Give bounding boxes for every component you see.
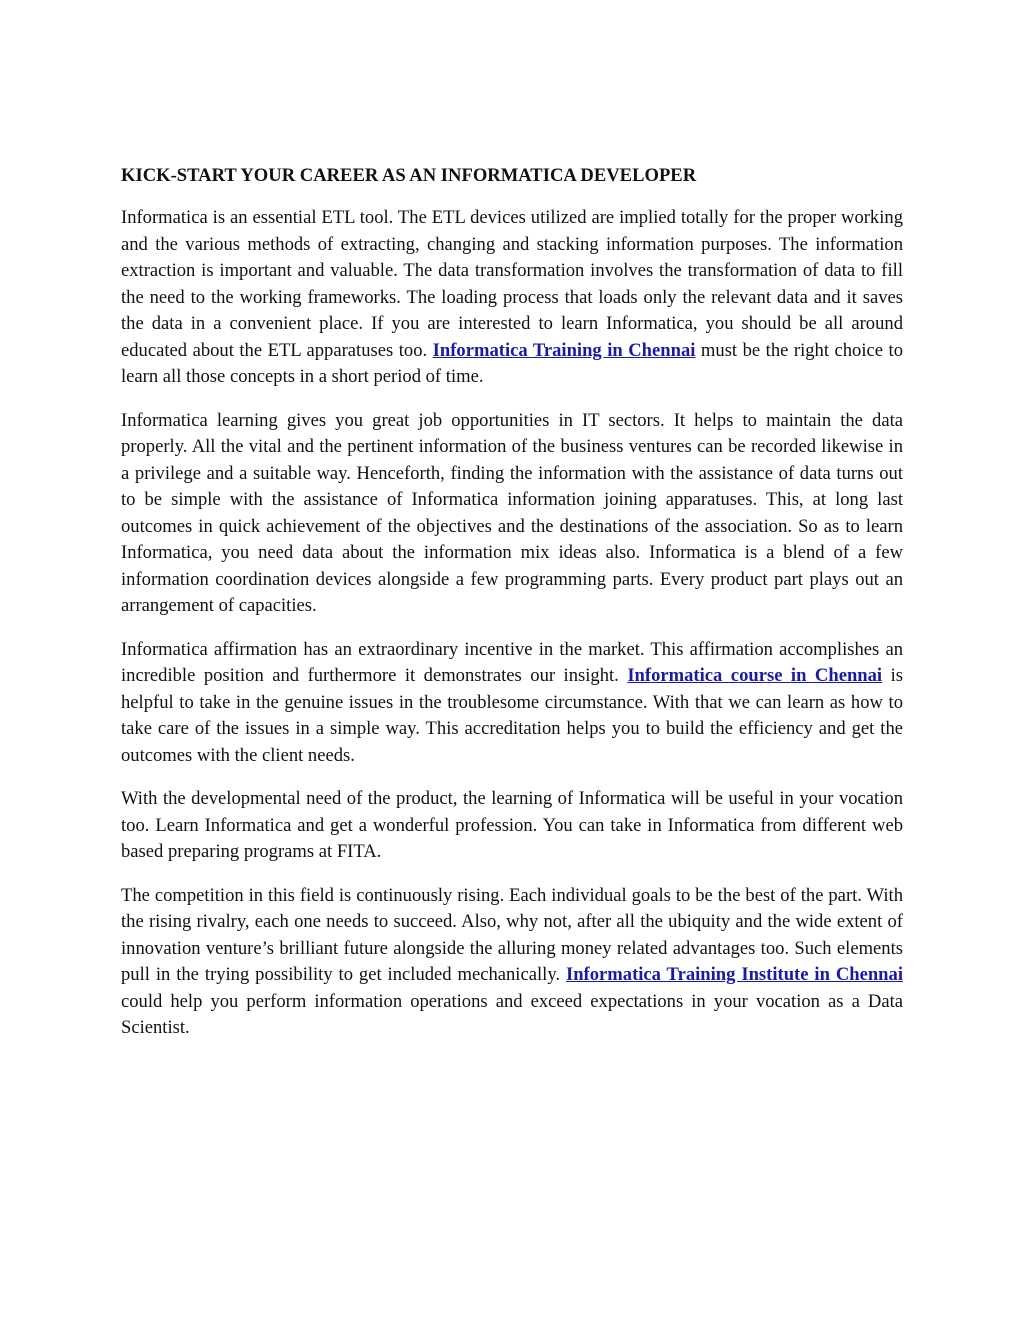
paragraph-affirmation-text-end: is helpful to take in the genuine issues in the troublesome circumstance. With that we can learn as how to take care of the issues in a simple way. This accreditation helps you to build the efficiency and get the outcomes with the client needs.	[121, 665, 903, 766]
informatica-training-chennai-link[interactable]: Informatica Training in Chennai	[432, 339, 696, 361]
paragraph-competition-text: The competition in this field is continuously rising. Each individual goals to be the best of the part. With the rising rivalry, each one needs to succeed. Also, why not, after all the ubiquity and the wide extent of innovation venture’s brilliant future alongside the alluring money related advantages too. Such elements pull in the trying possibility to get included mechanically.	[121, 884, 903, 985]
paragraph-affirmation	[121, 637, 903, 770]
paragraph-intro-text-end: must be the right choice to learn all those concepts in a short period of time.	[121, 339, 903, 387]
paragraph-competition-text-end: could help you perform information operations and exceed expectations in your vocation as a Data Scientist.	[121, 990, 903, 1038]
page-title: KICK-START YOUR CAREER AS AN INFORMATICA DEVELOPER	[121, 165, 697, 186]
document-page	[121, 163, 903, 1059]
paragraph-affirmation-text: Informatica affirmation has an extraordinary incentive in the market. This affirmation accomplishes an incredible position and furthermore it demonstrates our insight.	[121, 638, 903, 686]
paragraph-developmental	[121, 786, 903, 866]
paragraph-competition	[121, 883, 903, 1042]
paragraph-learning	[121, 408, 903, 620]
paragraph-intro-text: Informatica is an essential ETL tool. The ETL devices utilized are implied totally for the proper working and the various methods of extracting, changing and stacking information purposes. The information extraction is important and valuable. The data transformation involves the transformation of data to fill the need to the working frameworks. The loading process that loads only the relevant data and it saves the data in a convenient place. If you are interested to learn Informatica, you should be all around educated about the ETL apparatuses too.	[121, 207, 903, 361]
paragraph-intro	[121, 205, 903, 391]
paragraph-learning-text: Informatica learning gives you great job opportunities in IT sectors. It helps to maintain the data properly. All the vital and the pertinent information of the business ventures can be recorded likewise in a privilege and a suitable way. Henceforth, finding the information with the assistance of data turns out to be simple with the assistance of Informatica information joining apparatuses. This, at long last outcomes in quick achievement of the objectives and the destinations of the association. So as to learn Informatica, you need data about the information mix ideas also. Informatica is a blend of a few information coordination devices alongside a few programming parts. Every product part plays out an arrangement of capacities.	[121, 409, 903, 616]
informatica-course-chennai-link[interactable]: Informatica course in Chennai	[627, 665, 883, 686]
paragraph-developmental-text: With the developmental need of the product, the learning of Informatica will be useful in your vocation too. Learn Informatica and get a wonderful profession. You can take in Informatica from different web based preparing programs at FITA.	[121, 788, 903, 862]
informatica-training-institute-chennai-link[interactable]: Informatica Training Institute in Chennai	[565, 964, 903, 985]
